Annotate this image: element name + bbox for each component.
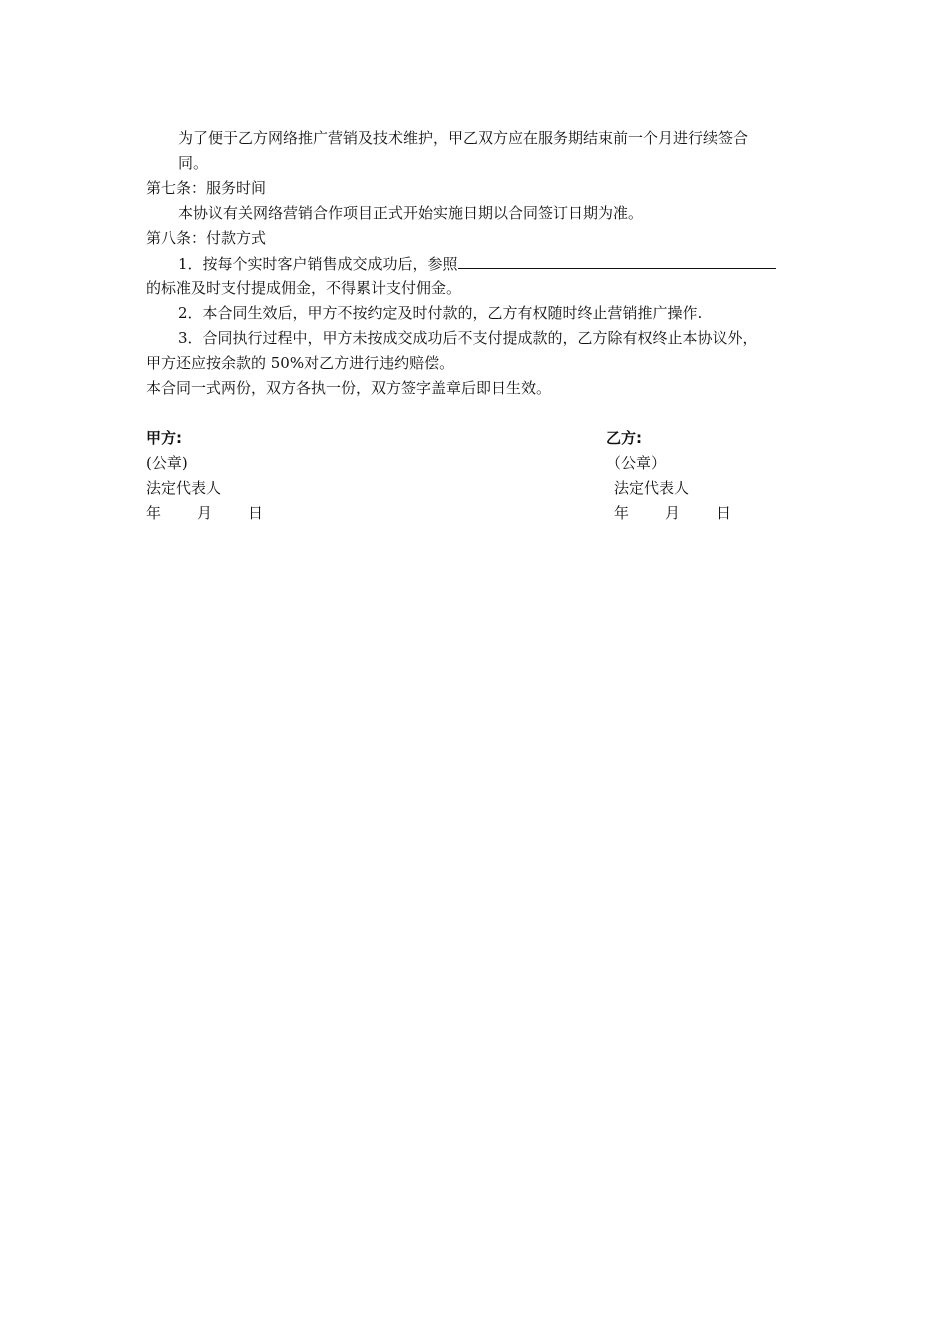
renewal-paragraph-line-1: 为了便于乙方网络推广营销及技术维护，甲乙双方应在服务期结束前一个月进行续签合 bbox=[178, 129, 749, 147]
fill-in-blank bbox=[458, 251, 776, 269]
closing-statement: 本合同一式两份，双方各执一份，双方签字盖章后即日生效。 bbox=[146, 379, 552, 397]
party-b-date bbox=[614, 501, 731, 526]
party-a-date bbox=[146, 501, 263, 526]
party-b-month: 月 bbox=[665, 504, 681, 522]
party-a-representative: 法定代表人 bbox=[146, 479, 222, 497]
payment-item-1-prefix: 1．按每个实时客户销售成交成功后，参照 bbox=[178, 255, 458, 273]
payment-item-2: 2．本合同生效后，甲方不按约定及时付款的，乙方有权随时终止营销推广操作. bbox=[178, 304, 703, 322]
article-7-title: 第七条：服务时间 bbox=[146, 179, 267, 197]
party-b-representative: 法定代表人 bbox=[614, 479, 690, 497]
renewal-paragraph-line-2: 同。 bbox=[178, 154, 209, 172]
party-b-seal: （公章） bbox=[606, 454, 667, 472]
payment-item-3-line-2: 甲方还应按余款的 50%对乙方进行违约赔偿。 bbox=[146, 354, 455, 372]
party-a-day: 日 bbox=[248, 504, 264, 522]
party-a-month: 月 bbox=[197, 504, 213, 522]
party-b-year: 年 bbox=[614, 504, 630, 522]
party-a-year: 年 bbox=[146, 504, 162, 522]
article-7-body: 本协议有关网络营销合作项目正式开始实施日期以合同签订日期为准。 bbox=[178, 204, 644, 222]
article-8-title: 第八条：付款方式 bbox=[146, 229, 267, 247]
payment-item-3-line-1: 3．合同执行过程中，甲方未按成交成功后不支付提成款的，乙方除有权终止本协议外， bbox=[178, 329, 758, 347]
party-a-seal: (公章) bbox=[146, 454, 188, 472]
party-a-label: 甲方: bbox=[146, 429, 182, 447]
payment-item-1-line-1 bbox=[178, 251, 776, 277]
party-b-day: 日 bbox=[716, 504, 732, 522]
party-b-label: 乙方: bbox=[606, 429, 642, 447]
payment-item-1-line-2: 的标准及时支付提成佣金，不得累计支付佣金。 bbox=[146, 279, 462, 297]
